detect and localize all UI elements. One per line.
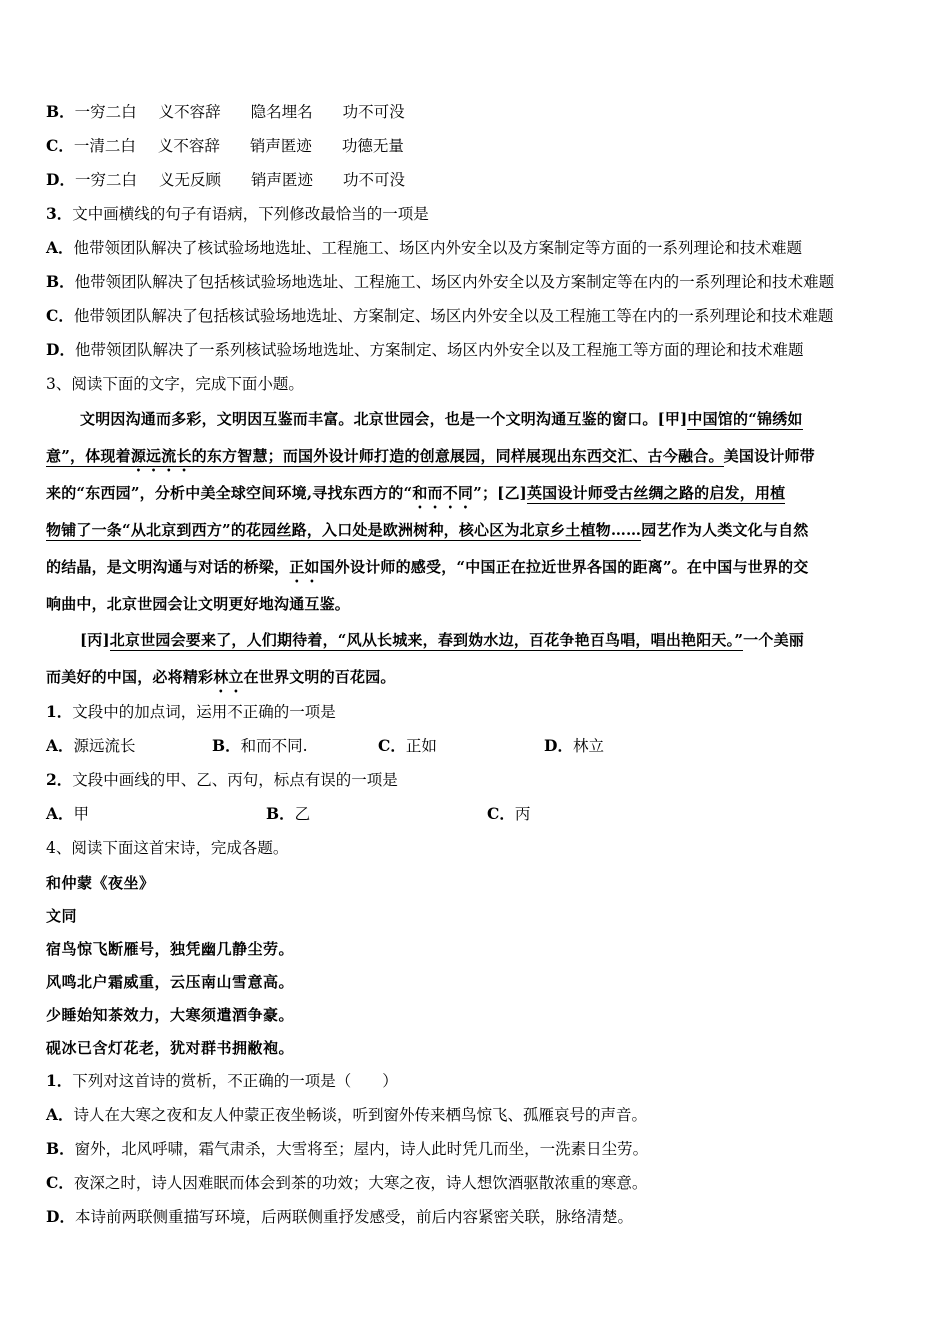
option-row (46, 170, 405, 190)
option-letter: A． (46, 736, 74, 755)
question-stem: 3．文中画横线的句子有语病，下列修改最恰当的一项是 (46, 204, 429, 223)
option-letter: C． (487, 804, 515, 823)
passage-text: 的东方智慧；而国外设计师打造的创意展园，同样展现出东西交汇、古今融合。 (191, 447, 724, 465)
option-row (46, 102, 405, 122)
poem-title: 和仲蒙《夜坐》 (46, 874, 155, 892)
option-text: B．他带领团队解决了包括核试验场地选址、工程施工、场区内外安全以及方案制定等在内的一系列理论和技术难题 (46, 272, 835, 291)
option-word: 一穷二白 (74, 171, 137, 189)
option-word: 义无反顾 (158, 171, 221, 189)
passage-line (46, 483, 785, 512)
question-stem: 1．文段中的加点词，运用不正确的一项是 (46, 702, 336, 721)
option-word: 一清二白 (73, 137, 136, 155)
option-text: D．本诗前两联侧重描写环境，后两联侧重抒发感受，前后内容紧密关联，脉络清楚。 (46, 1207, 633, 1226)
option-letter: 3． (46, 204, 73, 223)
option-text: A．他带领团队解决了核试验场地选址、工程施工、场区内外安全以及方案制定等方面的一系列理论和技术难题 (46, 238, 803, 257)
option-word: 功不可没 (342, 171, 405, 189)
option-letter: B． (266, 804, 295, 823)
option-text: A．诗人在大寒之夜和友人仲蒙正夜坐畅谈，听到窗外传来栖鸟惊飞、孤雁哀号的声音。 (46, 1105, 648, 1124)
passage-text: 美国设计师带 (723, 447, 815, 465)
poem-line: 宿鸟惊飞断雁号，独凭幽几静尘劳。 (46, 940, 295, 958)
passage-line (46, 446, 815, 475)
option-word: 义不容辞 (157, 137, 220, 155)
passage-line: 响曲中，北京世园会让文明更好地沟通互鉴。 (46, 595, 351, 613)
option-text: A．甲 (46, 804, 90, 823)
passage-text: 在世界文明的百花园。 (243, 668, 396, 686)
option-letter: D． (46, 340, 75, 359)
option-text: C．丙 (487, 804, 531, 823)
underlined-sentence-yi: 物铺了一条“从北京到西方”的花园丝路，入口处是欧洲树种，核心区为北京乡土植物…… (46, 521, 642, 539)
poem-line: 少睡始知茶效力，大寒须遣酒争豪。 (46, 1006, 295, 1024)
dotted-word: 正如 (289, 558, 320, 576)
passage-text: 来的“东西园”，分析中美全球空间环境,寻找东西方的“ (46, 484, 413, 502)
option-letter: B． (46, 1139, 75, 1158)
dotted-word: 源远流长 (130, 447, 192, 465)
option-text: B．窗外，北风呼啸，霜气肃杀，大雪将至；屋内，诗人此时凭几而坐，一洗素日尘劳。 (46, 1139, 649, 1158)
option-word: 销声匿迹 (250, 171, 313, 189)
question-stem: 1．下列对这首诗的赏析，不正确的一项是（ ） (46, 1071, 398, 1090)
option-word: 义不容辞 (158, 103, 221, 121)
passage-text: 文明因沟通而多彩，文明因互鉴而丰富。北京世园会，也是一个文明沟通互鉴的窗口。[甲] (80, 410, 688, 428)
option-word: 一穷二白 (74, 103, 137, 121)
option-word: 销声匿迹 (249, 137, 312, 155)
underlined-sentence-bing: 北京世园会要来了，人们期待着，“风从长城来，春到妫水边，百花争艳百鸟唱，唱出艳阳天。” (109, 631, 744, 649)
passage-text: 一个美丽 (743, 631, 804, 649)
passage-line (80, 630, 804, 650)
option-letter: A． (46, 804, 74, 823)
option-letter: D． (46, 1207, 75, 1226)
option-word: 功德无量 (341, 137, 404, 155)
underlined-sentence-jia: 中国馆的“锦绣如 (687, 410, 803, 428)
poem-line: 风鸣北户霜威重，云压南山雪意高。 (46, 973, 295, 991)
question-stem: 2．文段中画线的甲、乙、丙句，标点有误的一项是 (46, 770, 398, 789)
passage-line (46, 520, 808, 540)
underlined-sentence-yi: 英国设计师受古丝绸之路的启发，用植 (526, 484, 786, 502)
option-letter: B． (46, 272, 75, 291)
option-text: B．和而不同. (212, 736, 308, 755)
option-text: C．他带领团队解决了包括核试验场地选址、方案制定、场区内外安全以及工程施工等在内的一系列理论和技术难题 (46, 306, 834, 325)
option-letter: C． (46, 1173, 74, 1192)
passage-text: 意”，体现着 (46, 447, 131, 465)
option-letter: A． (46, 238, 74, 257)
option-row (46, 136, 404, 156)
option-text: C．正如 (378, 736, 437, 755)
option-text: D．他带领团队解决了一系列核试验场地选址、方案制定、场区内外安全以及工程施工等方面的理论和技术难题 (46, 340, 804, 359)
option-word: 隐名埋名 (250, 103, 313, 121)
option-letter: 1． (46, 702, 73, 721)
option-row (46, 736, 604, 756)
option-text: B．乙 (266, 804, 311, 823)
dotted-word: 林立 (213, 668, 244, 686)
passage-text: [丙] (80, 631, 110, 649)
option-letter: C． (46, 306, 74, 325)
passage-line (46, 667, 396, 696)
option-letter: B． (46, 102, 75, 121)
passage-line (80, 409, 803, 429)
dotted-word: 和而不同 (412, 484, 474, 502)
option-text: D．林立 (544, 736, 604, 755)
option-letter: 2． (46, 770, 73, 789)
underlined-sentence-jia (46, 447, 724, 467)
option-letter: A． (46, 1105, 74, 1124)
section-heading: 3、阅读下面的文字，完成下面小题。 (46, 375, 304, 393)
option-letter: D． (46, 170, 75, 189)
passage-text: 而美好的中国，必将精彩 (46, 668, 214, 686)
poem-author: 文同 (46, 907, 78, 925)
passage-text: 的结晶，是文明沟通与对话的桥梁， (46, 558, 290, 576)
option-word: 功不可没 (342, 103, 405, 121)
option-letter: D． (544, 736, 573, 755)
option-letter: C． (46, 136, 74, 155)
option-row (46, 804, 530, 824)
passage-text: 国外设计师的感受，“中国正在拉近世界各国的距离”。在中国与世界的交 (319, 558, 809, 576)
option-text: A．源远流长 (46, 736, 136, 755)
passage-text: 园艺作为人类文化与自然 (641, 521, 809, 539)
option-letter: 1． (46, 1071, 73, 1090)
passage-line (46, 557, 808, 586)
section-heading: 4、阅读下面这首宋诗，完成各题。 (46, 839, 289, 857)
passage-text: ”；[乙] (473, 484, 527, 502)
option-letter: C． (378, 736, 406, 755)
poem-line: 砚冰已含灯花老，犹对群书拥敝袍。 (46, 1039, 295, 1057)
option-letter: B． (212, 736, 241, 755)
option-text: C．夜深之时，诗人因难眠而体会到茶的功效；大寒之夜，诗人想饮酒驱散浓重的寒意。 (46, 1173, 648, 1192)
